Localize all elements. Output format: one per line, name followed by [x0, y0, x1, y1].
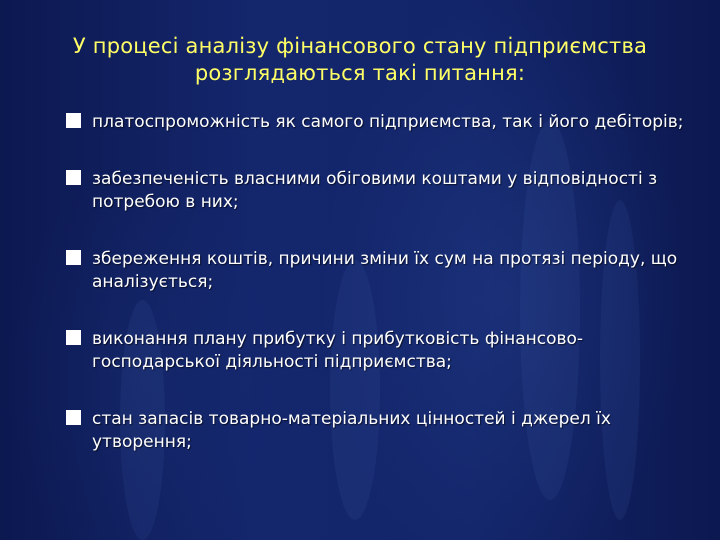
bullet-text: стан запасів товарно-матеріальних цінностей і джерел їх утворення; — [92, 409, 611, 452]
bullet-item — [66, 168, 686, 214]
bullet-text: платоспроможність як самого підприємства, так і його дебіторів; — [92, 112, 684, 132]
bullet-item — [66, 408, 686, 454]
bullet-list — [66, 111, 686, 488]
white-square-bullet-icon — [66, 250, 81, 265]
bullet-item — [66, 111, 686, 134]
white-square-bullet-icon — [66, 410, 81, 425]
white-square-bullet-icon — [66, 113, 81, 128]
bullet-item — [66, 328, 686, 374]
bullet-text: збереження коштів, причини зміни їх сум на протязі періоду, що аналізується; — [92, 249, 678, 292]
bullet-item — [66, 248, 686, 294]
bullet-text: забезпеченість власними обіговими коштами у відповідності з потребою в них; — [92, 169, 658, 212]
white-square-bullet-icon — [66, 170, 81, 185]
white-square-bullet-icon — [66, 330, 81, 345]
slide-title: У процесі аналізу фінансового стану підприємства розглядаються такі питання: — [72, 34, 648, 85]
bullet-text: виконання плану прибутку і прибутковість фінансово-господарської діяльності підприємства; — [92, 329, 584, 372]
